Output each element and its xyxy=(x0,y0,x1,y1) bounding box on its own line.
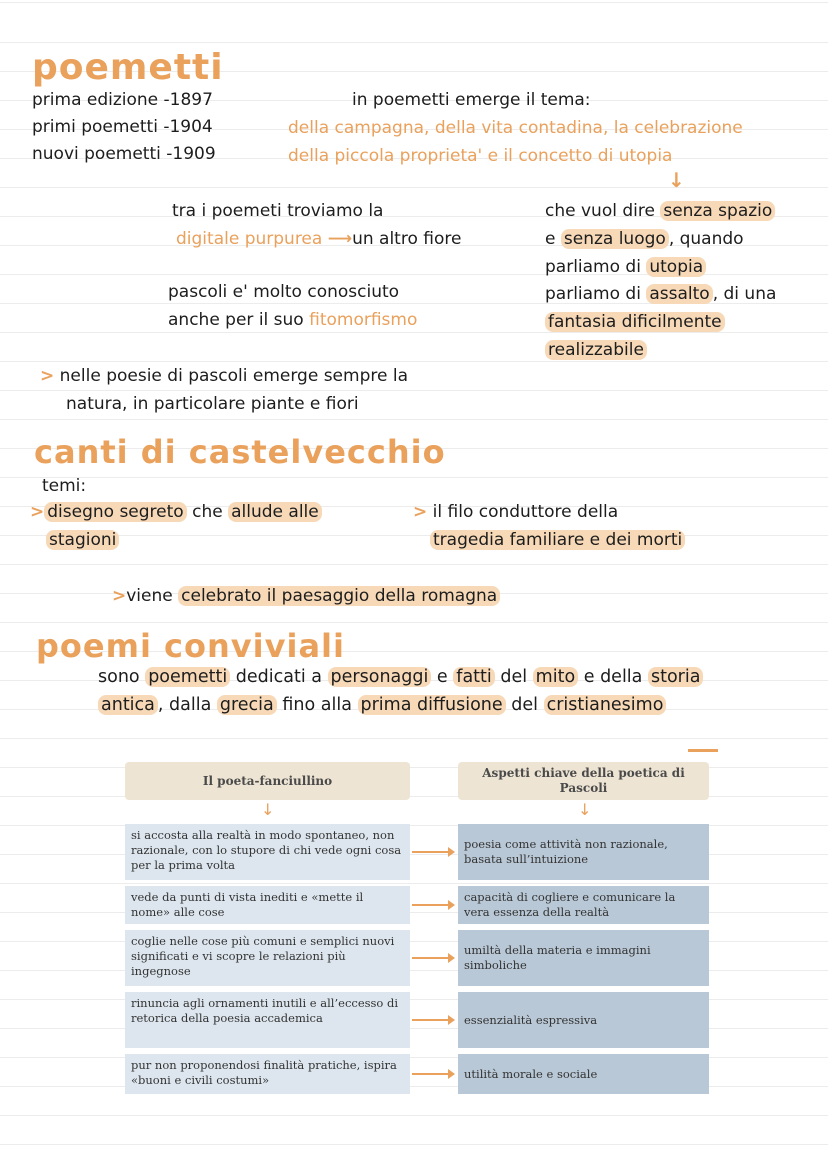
conviviali-text: del xyxy=(511,695,538,715)
romagna-text: viene xyxy=(126,586,173,606)
conviviali-text: fino alla xyxy=(282,695,352,715)
pascoli-text: anche per il suo xyxy=(168,310,304,330)
edition-line: primi poemetti -1904 xyxy=(32,117,213,137)
conviviali-text: dedicati a xyxy=(235,667,322,687)
utopia-text: e xyxy=(545,229,556,249)
natura-line xyxy=(40,362,408,390)
disegno-text: che xyxy=(192,502,223,522)
theme-intro: in poemetti emerge il tema: xyxy=(352,90,591,110)
utopia-highlight: utopia xyxy=(646,257,706,277)
natura-line: natura, in particolare piante e fiori xyxy=(66,394,359,414)
edition-line: nuovi poemetti -1909 xyxy=(32,144,216,164)
utopia-text: che vuol dire xyxy=(545,201,655,221)
utopia-highlight: senza spazio xyxy=(660,201,775,221)
conviviali-line xyxy=(98,691,666,719)
conviviali-text: e xyxy=(436,667,448,687)
utopia-text: parliamo di xyxy=(545,257,641,277)
pascoli-line xyxy=(168,306,417,334)
canti-heading: canti di castelvecchio xyxy=(34,433,446,471)
conviviali-highlight: grecia xyxy=(217,695,277,715)
diagram-left-box: vede da punti di vista inediti e «mette il nome» alle cose xyxy=(125,886,410,924)
orange-dash-mark xyxy=(688,749,718,752)
right-arrow-icon: ⟶ xyxy=(327,229,353,249)
arrow-right-icon xyxy=(412,1019,453,1021)
disegno-line xyxy=(30,498,322,526)
conviviali-highlight: fatti xyxy=(453,667,494,687)
diagram-left-header: Il poeta-fanciullino xyxy=(125,762,410,800)
conviviali-highlight: poemetti xyxy=(145,667,230,687)
altro-fiore: un altro fiore xyxy=(352,229,462,249)
utopia-text: , di una xyxy=(712,284,777,304)
utopia-line xyxy=(545,197,775,225)
natura-text: nelle poesie di pascoli emerge sempre la xyxy=(59,366,408,386)
utopia-highlight: fantasia dificilmente xyxy=(545,312,725,332)
diagram-left-box: rinuncia agli ornamenti inutili e all’eccesso di retorica della poesia accademica xyxy=(125,992,410,1048)
utopia-highlight: realizzabile xyxy=(545,340,647,360)
conviviali-highlight: storia xyxy=(648,667,703,687)
utopia-text: , quando xyxy=(668,229,744,249)
conviviali-text: e della xyxy=(583,667,643,687)
down-arrow-icon: ↓ xyxy=(668,168,685,192)
diagram-right-text: umiltà della materia e immagini simboliche xyxy=(464,943,651,972)
conviviali-line xyxy=(98,663,703,691)
conviviali-heading: poemi conviviali xyxy=(36,627,345,665)
romagna-line xyxy=(112,582,500,610)
arrow-right-icon xyxy=(412,904,453,906)
stagioni-highlight: stagioni xyxy=(46,530,119,550)
diagram-right-box xyxy=(458,824,709,880)
diagram-left-box: si accosta alla realtà in modo spontaneo, non razionale, con lo stupore di chi vede ogni cosa per la prima volta xyxy=(125,824,410,880)
diagram-right-header: Aspetti chiave della poetica di Pascoli xyxy=(458,762,709,800)
utopia-line xyxy=(545,253,706,281)
conviviali-text: del xyxy=(500,667,528,687)
conviviali-highlight: prima diffusione xyxy=(358,695,506,715)
bullet-chevron-icon: > xyxy=(112,586,127,606)
diagram-right-box xyxy=(458,930,709,986)
diagram-right-box xyxy=(458,886,709,924)
poemetti-heading: poemetti xyxy=(32,47,224,88)
diagram-right-text: essenzialità espressiva xyxy=(464,1012,598,1027)
diagram-right-text: poesia come attività non razionale, basata sull’intuizione xyxy=(464,837,668,866)
arrow-right-icon xyxy=(412,957,453,959)
disegno-highlight: allude alle xyxy=(228,502,322,522)
edition-line: prima edizione -1897 xyxy=(32,90,213,110)
conviviali-highlight: antica xyxy=(98,695,158,715)
utopia-line xyxy=(545,225,744,253)
tragedia-highlight: tragedia familiare e dei morti xyxy=(430,530,685,550)
conviviali-highlight: personaggi xyxy=(328,667,432,687)
conviviali-highlight: cristianesimo xyxy=(544,695,667,715)
utopia-highlight: senza luogo xyxy=(561,229,669,249)
bullet-chevron-icon: > xyxy=(413,502,428,522)
poemetti-tra-line: tra i poemeti troviamo la xyxy=(172,201,384,221)
down-arrow-icon: ↓ xyxy=(578,800,592,819)
utopia-line xyxy=(545,280,776,308)
conviviali-highlight: mito xyxy=(533,667,578,687)
filo-text: il filo conduttore della xyxy=(432,502,619,522)
utopia-highlight: assalto xyxy=(646,284,712,304)
conviviali-text: sono xyxy=(98,667,140,687)
filo-line xyxy=(413,498,618,526)
tragedia-line xyxy=(430,526,685,554)
bullet-chevron-icon: > xyxy=(30,502,45,522)
digitale-line xyxy=(176,225,461,253)
disegno-highlight: disegno segreto xyxy=(44,502,186,522)
theme-line: della piccola proprieta' e il concetto di utopia xyxy=(288,146,673,166)
diagram-right-box xyxy=(458,1054,709,1094)
digitale-purpurea: digitale purpurea xyxy=(176,229,323,249)
diagram-right-box xyxy=(458,992,709,1048)
pascoli-line: pascoli e' molto conosciuto xyxy=(168,282,400,302)
stagioni-line xyxy=(46,526,119,554)
arrow-right-icon xyxy=(412,1073,453,1075)
fitomorfismo: fitomorfismo xyxy=(309,310,418,330)
theme-line: della campagna, della vita contadina, la celebrazione xyxy=(288,118,743,138)
bullet-chevron-icon: > xyxy=(40,366,55,386)
temi-label: temi: xyxy=(42,476,87,496)
conviviali-text: , dalla xyxy=(157,695,212,715)
utopia-line xyxy=(545,336,647,364)
diagram-right-text: utilità morale e sociale xyxy=(464,1066,598,1081)
utopia-line xyxy=(545,308,725,336)
romagna-highlight: celebrato il paesaggio della romagna xyxy=(178,586,500,606)
diagram-right-text: capacità di cogliere e comunicare la vera essenza della realtà xyxy=(464,890,676,919)
down-arrow-icon: ↓ xyxy=(261,800,275,819)
diagram-left-box: pur non proponendosi finalità pratiche, ispira «buoni e civili costumi» xyxy=(125,1054,410,1094)
diagram-left-box: coglie nelle cose più comuni e semplici nuovi significati e vi scopre le relazioni più ingegnose xyxy=(125,930,410,986)
utopia-text: parliamo di xyxy=(545,284,641,304)
arrow-right-icon xyxy=(412,851,453,853)
